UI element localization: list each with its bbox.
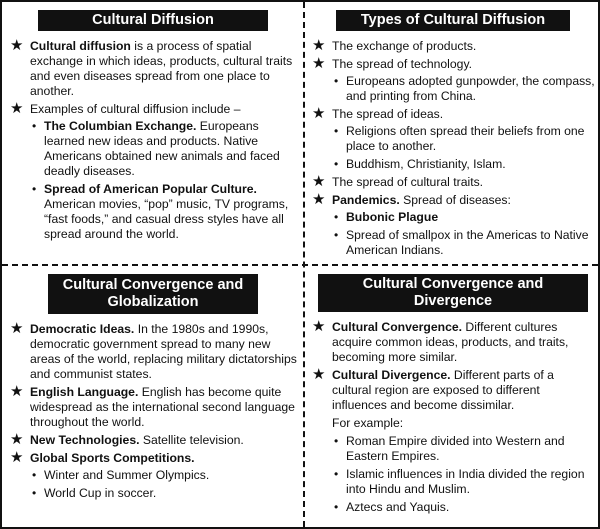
panel-title: Cultural Diffusion <box>38 10 268 31</box>
examples-intro: Examples of cultural diffusion include – <box>30 102 241 116</box>
list-item <box>310 57 596 104</box>
sub-item <box>332 210 596 225</box>
description: American movies, “pop” music, TV programs, “fast foods,” and casual dress styles have all spread around the world. <box>44 197 289 241</box>
term: Pandemics. <box>332 193 400 207</box>
bullet-icon: • <box>334 124 339 138</box>
star-icon: ★ <box>312 55 326 72</box>
list-item <box>310 193 596 258</box>
sub-item-text: Islamic influences in India divided the region into Hindu and Muslim. <box>346 467 585 496</box>
star-icon: ★ <box>312 318 326 335</box>
description: is a process of spatial exchange in which ideas, products, cultural traits and even diseases spread from one place to another. <box>30 39 293 98</box>
star-icon: ★ <box>10 37 24 54</box>
term: Cultural diffusion <box>30 39 131 53</box>
star-icon: ★ <box>312 191 326 208</box>
list-item <box>310 320 596 365</box>
sub-item <box>332 157 596 172</box>
list-item <box>310 39 596 54</box>
sub-item <box>332 74 596 104</box>
star-icon: ★ <box>10 100 24 117</box>
bullet-icon: • <box>334 434 339 448</box>
panel-types-of-cultural-diffusion <box>310 8 596 262</box>
item-text: The exchange of products. <box>332 39 477 53</box>
description: Different cultures acquire common ideas, products, and traits, becoming more similar. <box>332 320 569 364</box>
description: Spread of diseases: <box>399 193 511 207</box>
star-icon: ★ <box>312 105 326 122</box>
sub-item <box>332 434 596 464</box>
sub-item-text: Spread of smallpox in the Americas to Native American Indians. <box>346 228 589 257</box>
sub-item <box>332 500 596 515</box>
term: Global Sports Competitions. <box>30 451 195 465</box>
description: English has become quite widespread as the international second language throughout the world. <box>30 385 295 429</box>
panel-title: Cultural Convergence and Divergence <box>318 274 588 312</box>
item-text: The spread of technology. <box>332 57 473 71</box>
item-text: The spread of cultural traits. <box>332 175 484 189</box>
sub-item-text: Bubonic Plague <box>346 210 439 224</box>
sub-item <box>332 467 596 497</box>
sub-item-text: World Cup in soccer. <box>44 486 157 500</box>
sub-item <box>332 228 596 258</box>
sub-item <box>332 124 596 154</box>
sub-item <box>30 182 298 242</box>
panel-convergence-globalization <box>8 272 298 526</box>
bullet-icon: • <box>32 182 37 196</box>
term: The Columbian Exchange. <box>44 119 197 133</box>
bullet-icon: • <box>32 468 37 482</box>
panel-cultural-diffusion <box>8 8 298 262</box>
star-icon: ★ <box>312 173 326 190</box>
bullet-icon: • <box>334 74 339 88</box>
sub-item <box>30 468 298 483</box>
term: Spread of American Popular Culture. <box>44 182 257 196</box>
panel-title: Cultural Convergence and Globalization <box>48 274 258 314</box>
star-icon: ★ <box>312 366 326 383</box>
description: Different parts of a cultural region are exposed to different influences and become dissimilar. <box>332 368 554 412</box>
star-icon: ★ <box>10 383 24 400</box>
sub-item-text: Aztecs and Yaquis. <box>346 500 450 514</box>
bullet-icon: • <box>334 210 339 224</box>
term: Cultural Divergence. <box>332 368 451 382</box>
bullet-icon: • <box>334 157 339 171</box>
list-item <box>310 175 596 190</box>
list-item <box>8 451 298 501</box>
list-item <box>8 39 298 99</box>
sub-item-text: Winter and Summer Olympics. <box>44 468 210 482</box>
list-item <box>8 322 298 382</box>
bullet-icon: • <box>334 500 339 514</box>
sub-item <box>30 119 298 179</box>
item-text: The spread of ideas. <box>332 107 444 121</box>
sub-item-text: Europeans adopted gunpowder, the compass, and printing from China. <box>346 74 595 103</box>
term: Democratic Ideas. <box>30 322 135 336</box>
bullet-icon: • <box>334 228 339 242</box>
list-item <box>8 433 298 448</box>
term: Cultural Convergence. <box>332 320 463 334</box>
panel-title: Types of Cultural Diffusion <box>336 10 570 31</box>
description: In the 1980s and 1990s, democratic government spread to many new areas of the world, replacing military dictatorships and communist states. <box>30 322 297 381</box>
sub-item-text: Roman Empire divided into Western and Eastern Empires. <box>346 434 565 463</box>
description: Satellite television. <box>139 433 244 447</box>
sub-item-text: Buddhism, Christianity, Islam. <box>346 157 506 171</box>
sub-item <box>30 486 298 501</box>
term: New Technologies. <box>30 433 140 447</box>
sub-item-text: Religions often spread their beliefs from one place to another. <box>346 124 585 153</box>
panel-convergence-divergence <box>310 272 596 526</box>
star-icon: ★ <box>10 431 24 448</box>
star-icon: ★ <box>10 320 24 337</box>
list-item <box>310 107 596 172</box>
bullet-icon: • <box>334 467 339 481</box>
list-item <box>310 368 596 515</box>
horizontal-dashed-divider <box>2 264 598 266</box>
term: English Language. <box>30 385 139 399</box>
star-icon: ★ <box>10 449 24 466</box>
for-example-label: For example: <box>332 416 404 430</box>
bullet-icon: • <box>32 486 37 500</box>
description: Europeans learned new ideas and products. Native Americans obtained new animals and faced deadly diseases. <box>44 119 280 178</box>
list-item <box>8 102 298 242</box>
star-icon: ★ <box>312 37 326 54</box>
bullet-icon: • <box>32 119 37 133</box>
list-item <box>8 385 298 430</box>
